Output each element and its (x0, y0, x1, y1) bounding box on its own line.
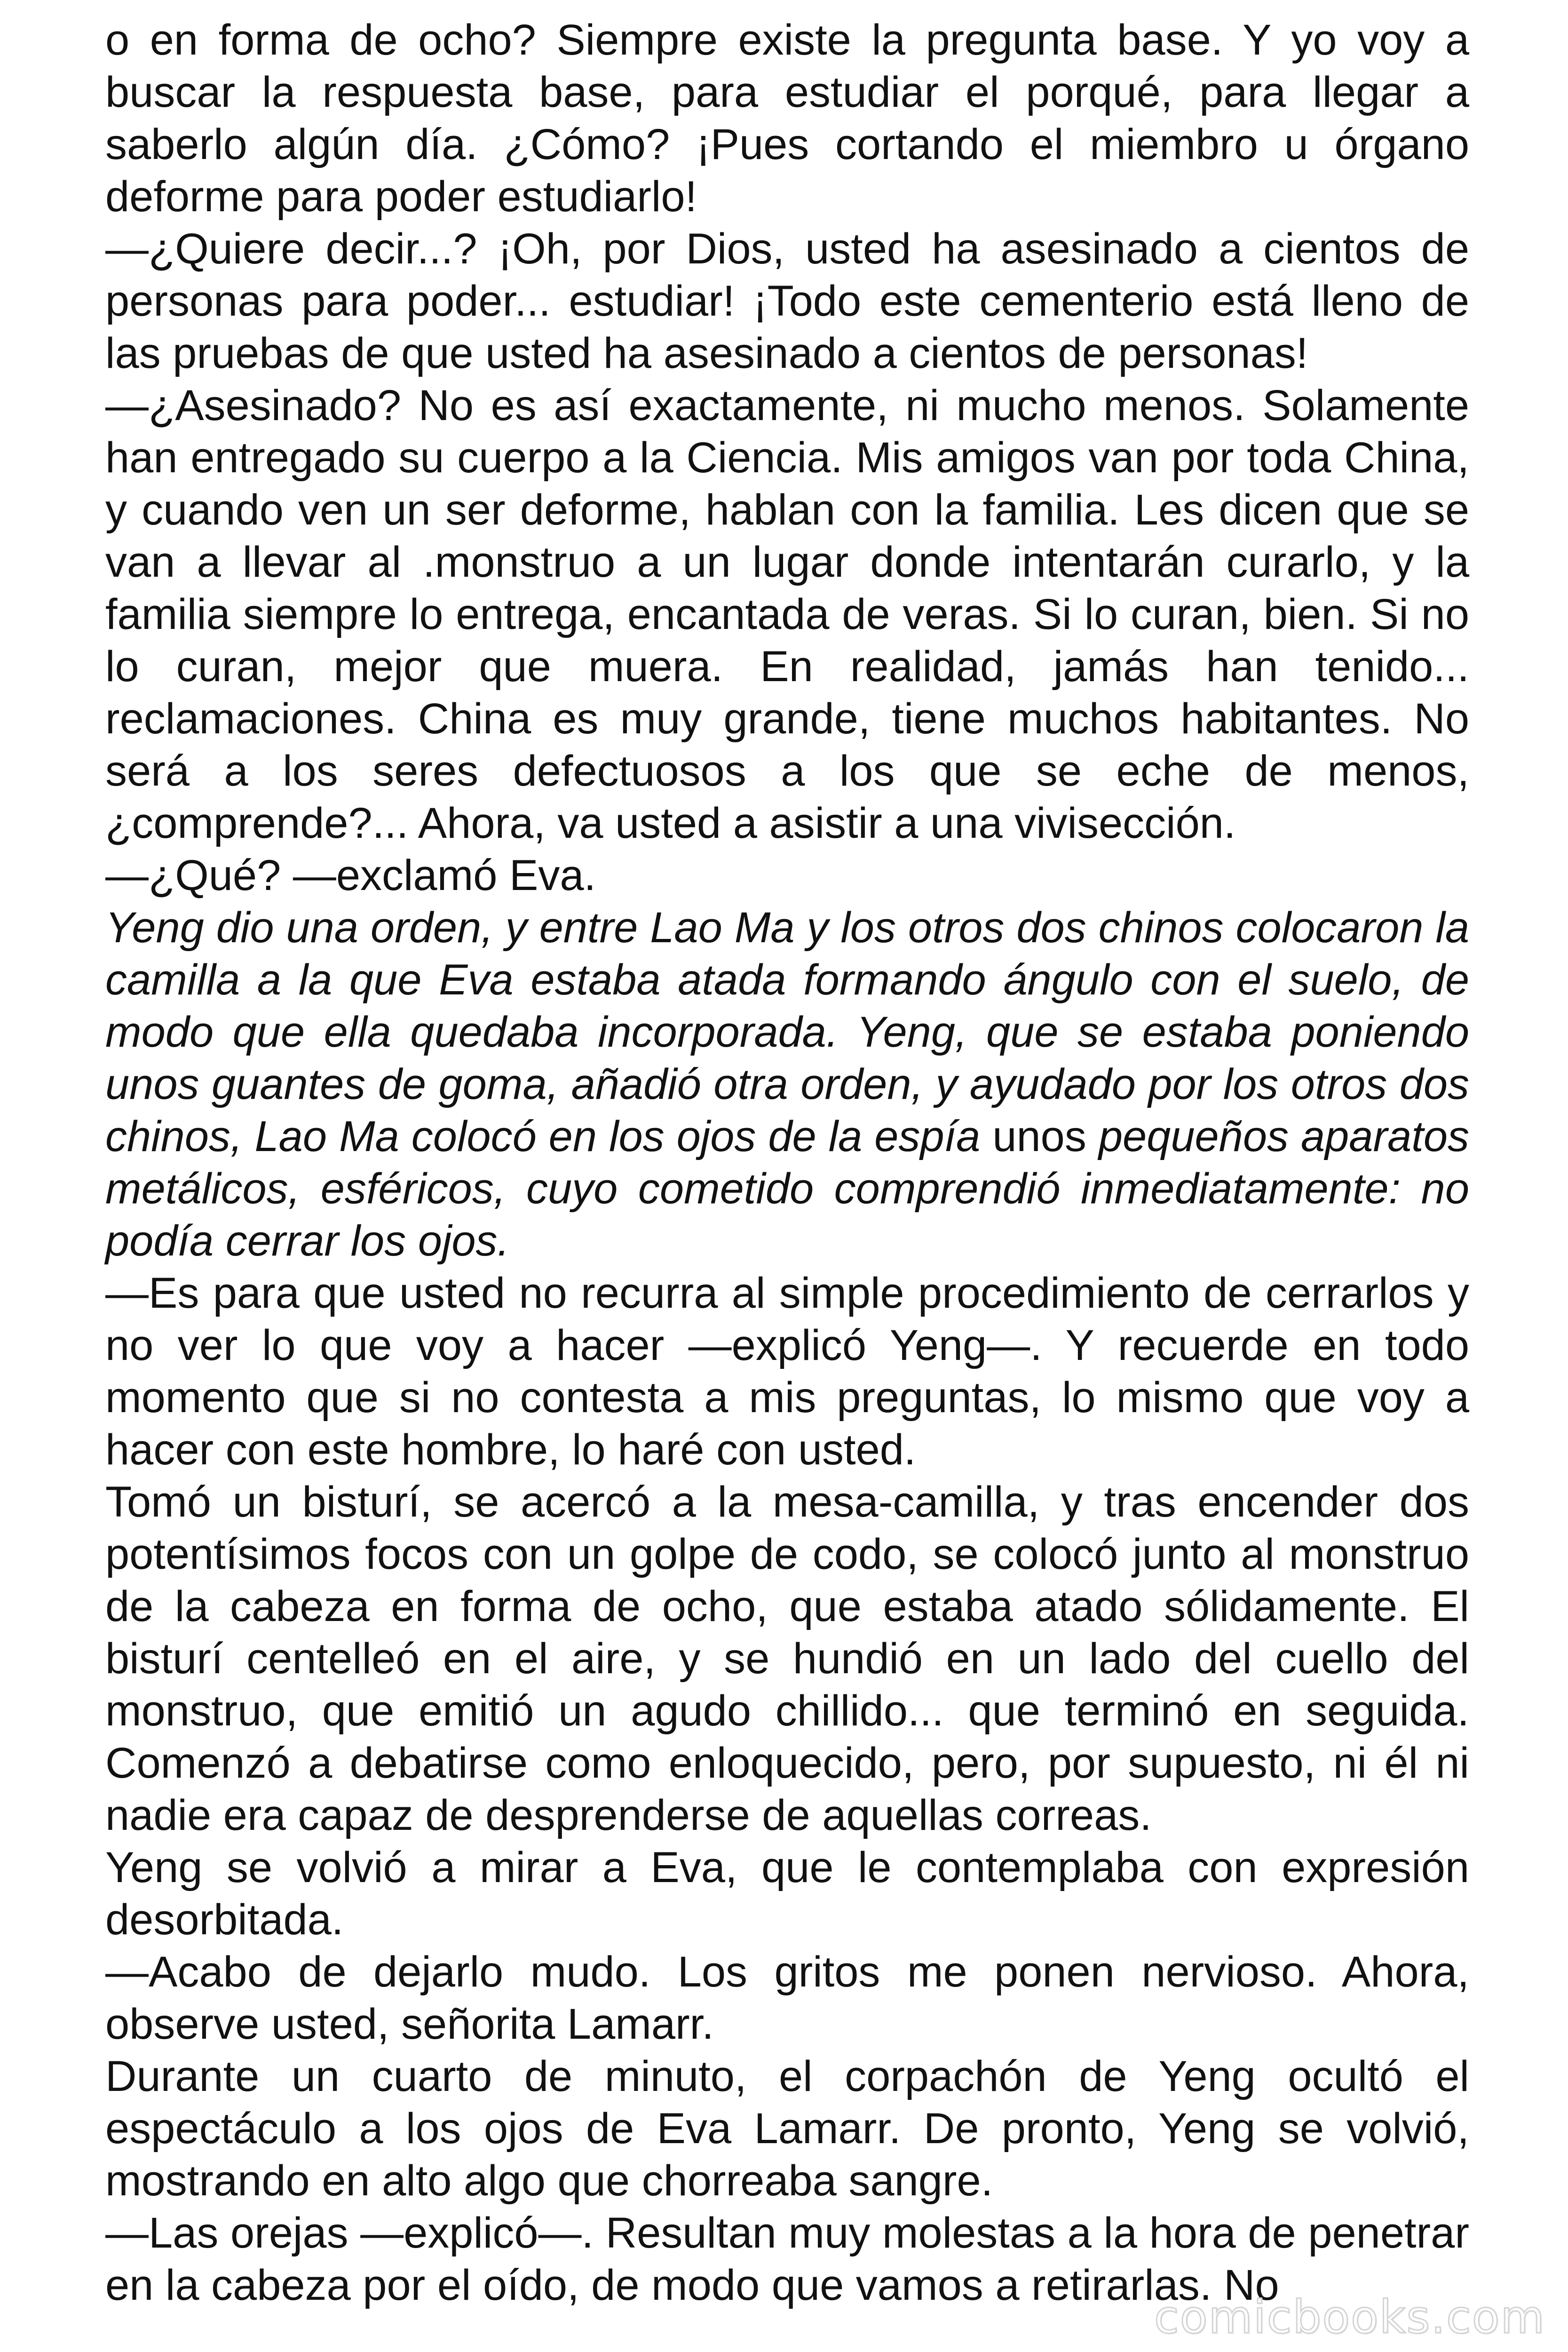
watermark: comicbooks.com (1154, 2291, 1545, 2344)
paragraph-2: —¿Quiere decir...? ¡Oh, por Dios, usted ha asesinado a cientos de personas para poder... estudiar! ¡Todo este cementerio está lleno de las pruebas de que usted ha asesinado a cientos de personas! (105, 225, 1469, 377)
italic-text-b: pequeños aparatos metálicos, esféricos, cuyo cometido comprendió inmediatamente: no podía cerrar los ojos. (105, 1112, 1470, 1265)
paragraph-9: —Acabo de dejarlo mudo. Los gritos me ponen nervioso. Ahora, observe usted, señorita Lamarr. (105, 1948, 1469, 2048)
plain-text: unos (980, 1112, 1099, 1160)
book-page (105, 14, 1469, 2338)
paragraph-4: —¿Qué? —exclamó Eva. (105, 851, 596, 899)
paragraph-3: —¿Asesinado? No es así exactamente, ni mucho menos. Solamente han entregado su cuerpo a la Ciencia. Mis amigos van por toda China, y cuando ven un ser deforme, hablan con la familia. Les dicen que se van a llevar al .monstruo a un lugar donde intentarán curarlo, y la familia siempre lo entrega, encantada de veras. Si lo curan, bien. Si no lo curan, mejor que muera. En realidad, jamás han tenido... reclamaciones. China es muy grande, tiene muchos habitantes. No será a los seres defectuosos a los que se eche de menos, ¿comprende?... Ahora, va usted a asistir a una vivisección. (105, 381, 1469, 847)
italic-text-a: Yeng dio una orden, y entre Lao Ma y los otros dos chinos colocaron la camilla a la que Eva estaba atada formando ángulo con el suelo, de modo que ella quedaba incorporada. Yeng, que se estaba poniendo unos guantes de goma, añadió otra orden, y ayudado por los otros dos chinos, Lao Ma colocó en los ojos de la espía (105, 904, 1469, 1160)
paragraph-8: Yeng se volvió a mirar a Eva, que le contemplaba con expresión desorbitada. (105, 1843, 1469, 1944)
paragraph-1: o en forma de ocho? Siempre existe la pregunta base. Y yo voy a buscar la respuesta base, para estudiar el porqué, para llegar a saberlo algún día. ¿Cómo? ¡Pues cortando el miembro u órgano deforme para poder estudiarlo! (105, 16, 1469, 221)
paragraph-5-italic (105, 902, 1469, 1267)
paragraph-10: Durante un cuarto de minuto, el corpachón de Yeng ocultó el espectáculo a los ojos de Eva Lamarr. De pronto, Yeng se volvió, mostrando en alto algo que chorreaba sangre. (105, 2052, 1469, 2205)
paragraph-6: —Es para que usted no recurra al simple procedimiento de cerrarlos y no ver lo que voy a hacer —explicó Yeng—. Y recuerde en todo momento que si no contesta a mis preguntas, lo mismo que voy a hacer con este hombre, lo haré con usted. (105, 1269, 1469, 1474)
paragraph-11: —Las orejas —explicó—. Resultan muy molestas a la hora de penetrar en la cabeza por el oído, de modo que vamos a retirarlas. No (105, 2209, 1469, 2309)
paragraph-7: Tomó un bisturí, se acercó a la mesa-camilla, y tras encender dos potentísimos focos con un golpe de codo, se colocó junto al monstruo de la cabeza en forma de ocho, que estaba atado sólidamente. El bisturí centelleó en el aire, y se hundió en un lado del cuello del monstruo, que emitió un agudo chillido... que terminó en seguida. Comenzó a debatirse como enloquecido, pero, por supuesto, ni él ni nadie era capaz de desprenderse de aquellas correas. (105, 1478, 1469, 1839)
